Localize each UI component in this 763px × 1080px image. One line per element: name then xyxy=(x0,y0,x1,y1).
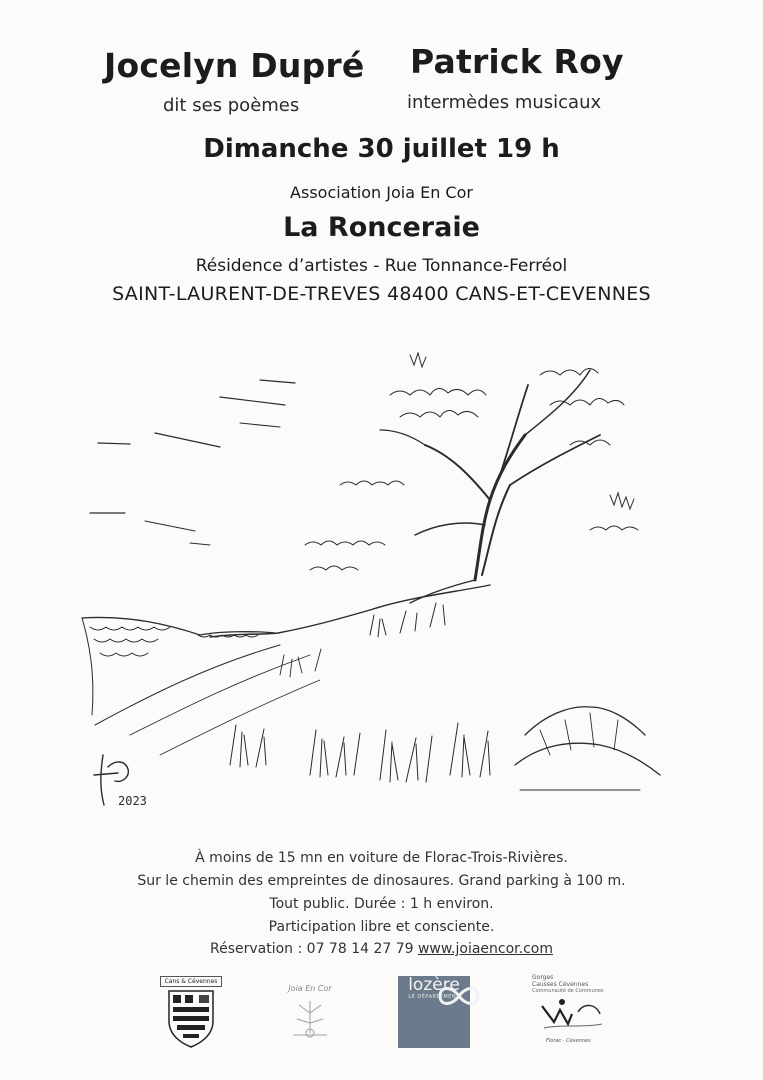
gorges-figure-icon xyxy=(532,994,612,1034)
performer-2-role: intermèdes musicaux xyxy=(407,92,602,113)
logo-cans-label: Cans & Cévennes xyxy=(160,976,222,987)
logo-gorges-line2: Causses Cévennes xyxy=(532,981,589,988)
website-link[interactable]: www.joiaencor.com xyxy=(417,941,553,957)
sketch-signature-year: 2023 xyxy=(118,794,147,808)
info-distance: À moins de 15 mn en voiture de Florac-Trois-Rivières. xyxy=(195,850,568,866)
logo-gorges-line1: Gorges xyxy=(532,974,554,981)
info-route: Sur le chemin des empreintes de dinosaures. Grand parking à 100 m. xyxy=(137,873,626,889)
logo-joia-label: Joia En Cor xyxy=(288,984,332,993)
event-organizer: Association Joia En Cor xyxy=(290,183,473,202)
joia-emblem-icon xyxy=(275,993,345,1041)
logo-gorges-causses-cevennes xyxy=(532,974,612,1052)
performer-1-name: Jocelyn Dupré xyxy=(104,46,365,85)
logo-lozere xyxy=(398,976,470,1048)
info-participation: Participation libre et consciente. xyxy=(268,919,495,935)
performer-2-name: Patrick Roy xyxy=(410,42,624,81)
infinity-icon xyxy=(434,980,484,1012)
event-residence: Résidence d’artistes - Rue Tonnance-Ferréol xyxy=(195,256,568,276)
logo-cans-et-cevennes xyxy=(155,976,227,1052)
info-reservation xyxy=(0,941,763,957)
performer-1-role: dit ses poèmes xyxy=(163,95,300,116)
logo-gorges-line3: Communauté de Communes xyxy=(532,988,604,994)
logo-lozere-sub: LE DÉPARTEMENT xyxy=(408,994,460,1000)
info-audience: Tout public. Durée : 1 h environ. xyxy=(269,896,494,912)
coat-of-arms-icon xyxy=(155,987,227,1049)
event-date: Dimanche 30 juillet 19 h xyxy=(203,134,560,164)
logo-gorges-bottom: Florac · Cévennes xyxy=(546,1038,591,1044)
logo-lozere-label: lozère xyxy=(408,975,460,995)
event-venue: La Ronceraie xyxy=(283,212,480,243)
reservation-phone: Réservation : 07 78 14 27 79 xyxy=(209,941,414,957)
logo-joia-en-cor xyxy=(275,984,345,1044)
landscape-sketch xyxy=(70,335,670,825)
event-address: SAINT-LAURENT-DE-TREVES 48400 CANS-ET-CEVENNES xyxy=(112,283,651,305)
